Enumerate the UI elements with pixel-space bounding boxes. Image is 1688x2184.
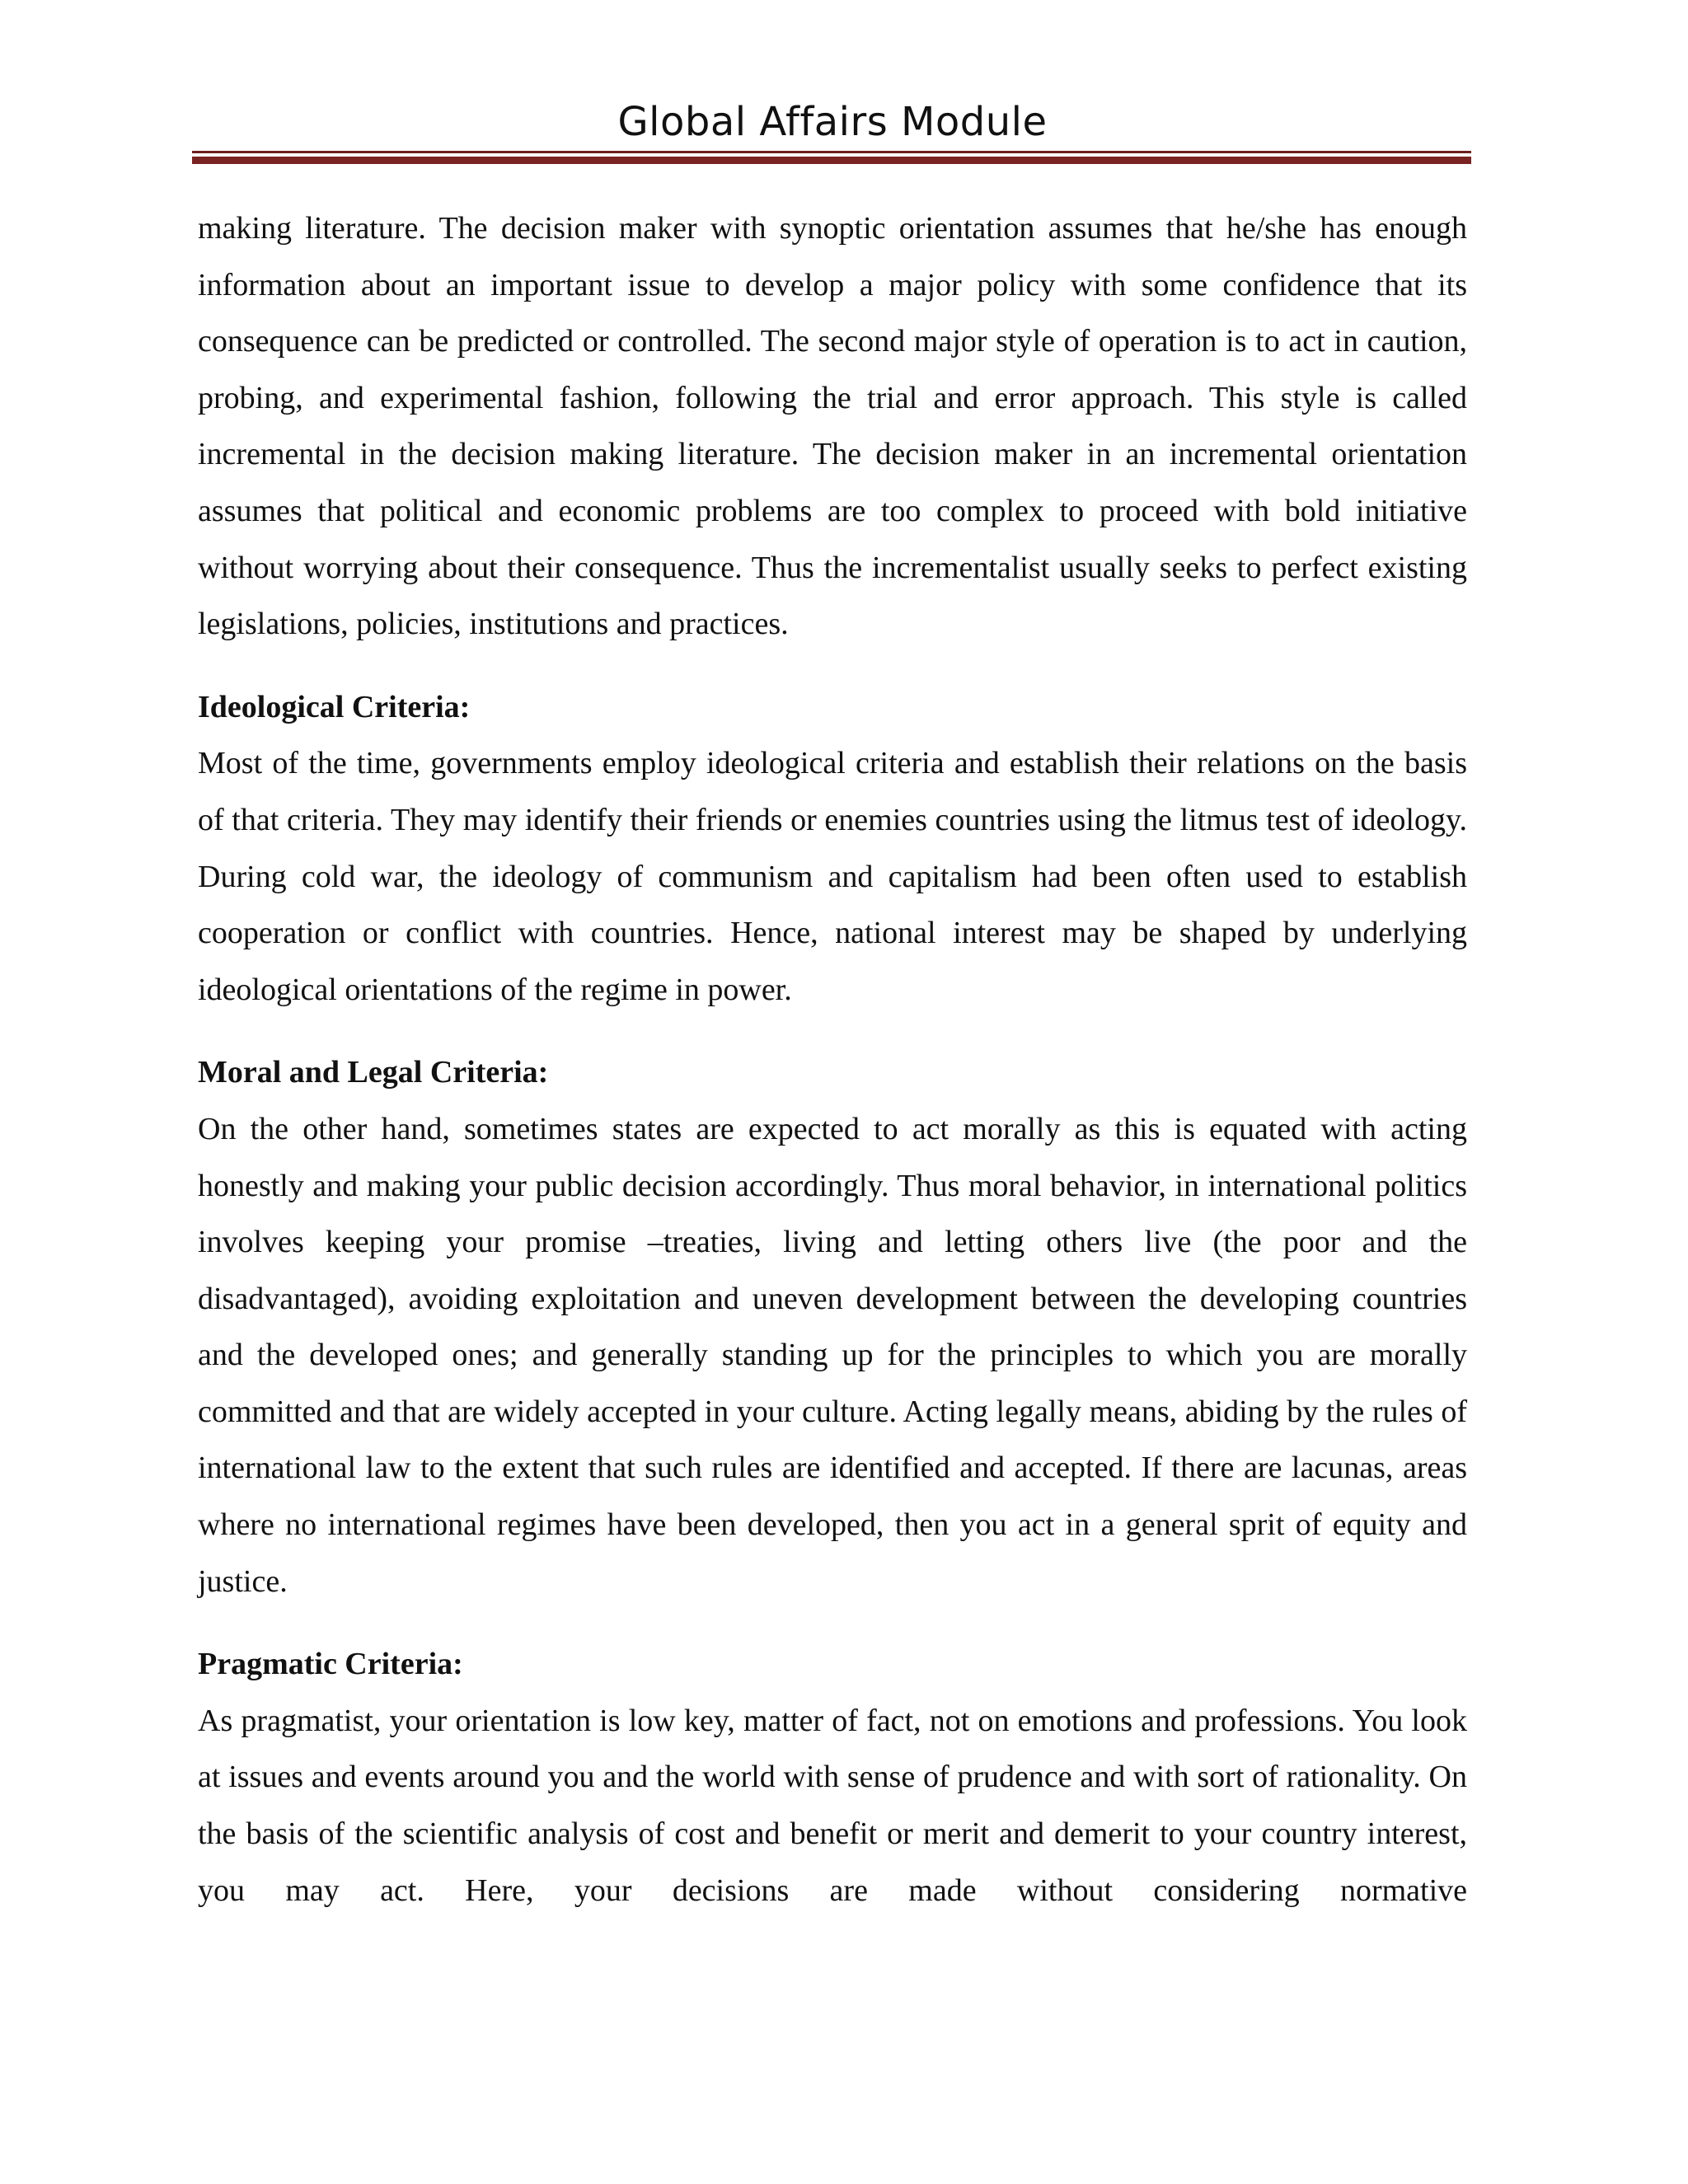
header-rule (192, 151, 1471, 165)
paragraph-moral-legal-criteria: On the other hand, sometimes states are expected to act morally as this is equated with acting honestly and making your public decision accordingly. Thus moral behavior, in international politics involves keeping your promise –treaties, living and letting others live (the poor and the disadvantaged), avoiding exploitation and uneven development between the developing countries and the developed ones; and generally standing up for the principles to which you are morally committed and that are widely accepted in your culture. Acting legally means, abiding by the rules of international law to the extent that such rules are identified and accepted. If there are lacunas, areas where no international regimes have been developed, then you act in a general sprit of equity and justice. (198, 1111, 1467, 1599)
heading-pragmatic-criteria: Pragmatic Criteria: (198, 1647, 463, 1682)
paragraph-pragmatic-criteria: As pragmatist, your orientation is low key, matter of fact, not on emotions and professions. You look at issues and events around you and the world with sense of prudence and with sort of rationality. On the basis of the scientific analysis of cost and benefit or merit and demerit to your country interest, you may act. Here, your decisions are made without considering normative (198, 1703, 1467, 1908)
header-rule-thick-line (192, 157, 1471, 164)
page-header-title: Global Affairs Module (617, 99, 1048, 145)
header-rule-thin-line (192, 151, 1471, 153)
paragraph-ideological-criteria: Most of the time, governments employ ideological criteria and establish their relations on the basis of that criteria. They may identify their friends or enemies countries using the litmus test of ideology. During cold war, the ideology of communism and capitalism had been often used to establish cooperation or conflict with countries. Hence, national interest may be shaped by underlying ideological orientations of the regime in power. (198, 746, 1467, 1007)
heading-moral-legal-criteria: Moral and Legal Criteria: (198, 1055, 549, 1090)
heading-ideological-criteria: Ideological Criteria: (198, 689, 471, 724)
document-body (198, 200, 1467, 1919)
paragraph-intro: making literature. The decision maker with synoptic orientation assumes that he/she has enough information about an important issue to develop a major policy with some confidence that its consequence can be predicted or controlled. The second major style of operation is to act in caution, probing, and experimental fashion, following the trial and error approach. This style is called incremental in the decision making literature. The decision maker in an incremental orientation assumes that political and economic problems are too complex to proceed with bold initiative without worrying about their consequence. Thus the incrementalist usually seeks to perfect existing legislations, policies, institutions and practices. (198, 211, 1467, 642)
